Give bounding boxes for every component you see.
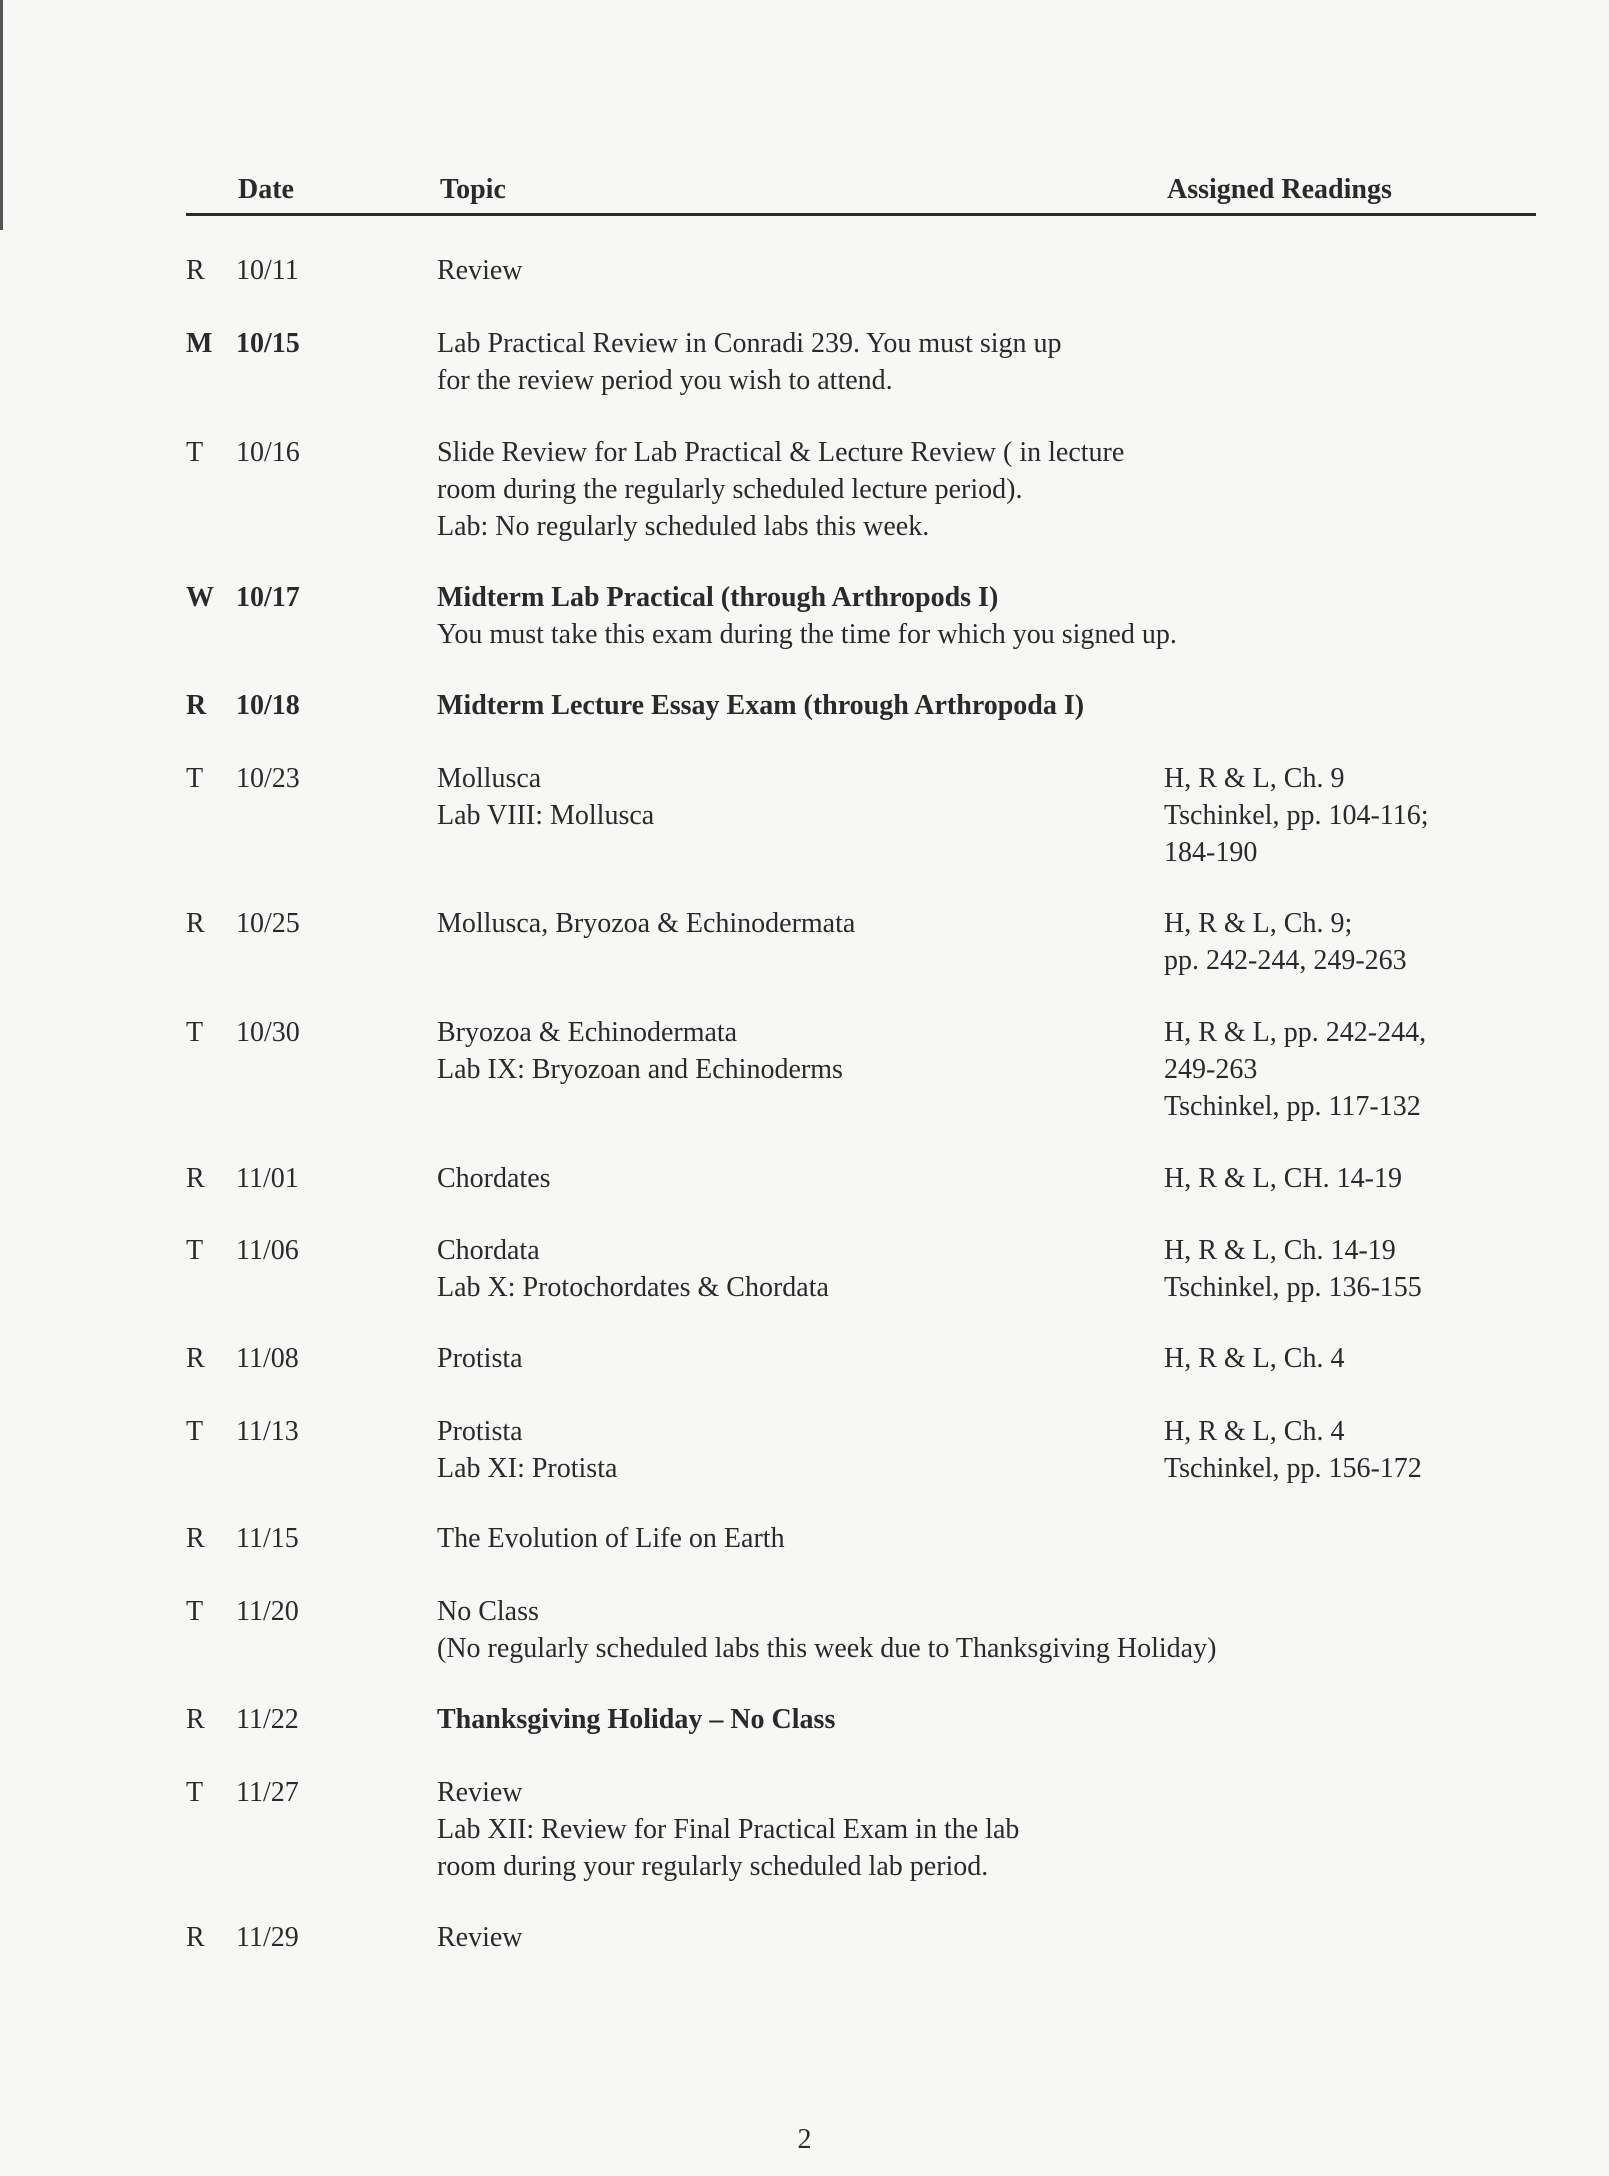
row-date: 11/29: [236, 1922, 299, 1953]
row-date: 11/01: [236, 1163, 299, 1194]
row-topic: [437, 1160, 1257, 1197]
row-date: 10/11: [236, 255, 299, 286]
row-topic: [437, 1232, 1257, 1306]
topic-line: Lab IX: Bryozoan and Echinoderms: [437, 1054, 843, 1085]
reading-line: H, R & L, Ch. 9: [1164, 763, 1345, 794]
topic-line: Lab Practical Review in Conradi 239. You must sign up: [437, 328, 1062, 359]
row-topic: [437, 1340, 1257, 1377]
row-day: R: [186, 1163, 205, 1194]
reading-line: H, R & L, pp. 242-244,: [1164, 1017, 1427, 1048]
reading-line: 184-190: [1164, 837, 1258, 868]
reading-line: Tschinkel, pp. 104-116;: [1164, 800, 1429, 831]
row-topic: [437, 760, 1257, 834]
topic-line: Protista: [437, 1343, 523, 1374]
row-date: 11/15: [236, 1523, 299, 1554]
row-day: T: [186, 1416, 204, 1447]
row-topic: [437, 687, 1257, 724]
page-number: 2: [797, 2124, 812, 2155]
row-readings: [1164, 1160, 1494, 1197]
row-topic: [437, 325, 1257, 399]
reading-line: Tschinkel, pp. 117-132: [1164, 1091, 1421, 1122]
topic-line: Lab VIII: Mollusca: [437, 800, 655, 831]
row-day: W: [186, 582, 214, 613]
row-day: R: [186, 1523, 205, 1554]
topic-line: Review: [437, 1922, 523, 1953]
row-readings: [1164, 1413, 1494, 1487]
topic-line: Mollusca, Bryozoa & Echinodermata: [437, 908, 856, 939]
topic-line: Bryozoa & Echinodermata: [437, 1017, 738, 1048]
reading-line: pp. 242-244, 249-263: [1164, 945, 1407, 976]
reading-line: H, R & L, Ch. 9;: [1164, 908, 1353, 939]
row-topic: [437, 905, 1257, 942]
row-day: R: [186, 255, 205, 286]
row-date: 11/08: [236, 1343, 299, 1374]
row-date: 10/15: [236, 328, 300, 359]
schedule-header: [0, 174, 1609, 218]
row-date: 11/22: [236, 1704, 299, 1735]
topic-line: room during your regularly scheduled lab period.: [437, 1851, 989, 1882]
row-topic: [437, 1701, 1257, 1738]
topic-line: Chordata: [437, 1235, 540, 1266]
topic-line: (No regularly scheduled labs this week due to Thanksgiving Holiday): [437, 1633, 1217, 1664]
row-topic: [437, 252, 1257, 289]
topic-line: room during the regularly scheduled lecture period).: [437, 474, 1023, 505]
row-day: T: [186, 1017, 204, 1048]
reading-line: H, R & L, Ch. 4: [1164, 1343, 1345, 1374]
row-topic: [437, 1014, 1257, 1088]
row-date: 11/20: [236, 1596, 299, 1627]
row-day: R: [186, 1343, 205, 1374]
row-date: 11/27: [236, 1777, 299, 1808]
row-readings: [1164, 1232, 1494, 1306]
topic-line: Lab XI: Protista: [437, 1453, 618, 1484]
topic-line: Lab XII: Review for Final Practical Exam in the lab: [437, 1814, 1020, 1845]
topic-line: No Class: [437, 1596, 539, 1627]
row-readings: [1164, 905, 1494, 979]
topic-line: You must take this exam during the time for which you signed up.: [437, 619, 1177, 650]
topic-line: Slide Review for Lab Practical & Lecture Review ( in lecture: [437, 437, 1125, 468]
topic-line: for the review period you wish to attend.: [437, 365, 893, 396]
row-date: 11/06: [236, 1235, 299, 1266]
row-topic: [437, 434, 1257, 545]
row-day: T: [186, 763, 204, 794]
row-date: 10/23: [236, 763, 300, 794]
row-readings: [1164, 760, 1494, 871]
row-day: T: [186, 1235, 204, 1266]
topic-line: Mollusca: [437, 763, 542, 794]
topic-line: Chordates: [437, 1163, 551, 1194]
row-day: R: [186, 908, 205, 939]
row-topic: [437, 579, 1257, 653]
row-date: 10/30: [236, 1017, 300, 1048]
row-readings: [1164, 1340, 1494, 1377]
row-day: T: [186, 1596, 204, 1627]
row-day: T: [186, 1777, 204, 1808]
reading-line: 249-263: [1164, 1054, 1258, 1085]
reading-line: H, R & L, Ch. 4: [1164, 1416, 1345, 1447]
row-topic: [437, 1413, 1257, 1487]
topic-line: Lab X: Protochordates & Chordata: [437, 1272, 829, 1303]
topic-line: Thanksgiving Holiday – No Class: [437, 1704, 836, 1735]
row-topic: [437, 1520, 1257, 1557]
header-date: Date: [238, 174, 294, 205]
topic-line: Midterm Lab Practical (through Arthropods I): [437, 582, 999, 613]
reading-line: H, R & L, Ch. 14-19: [1164, 1235, 1396, 1266]
row-topic: [437, 1593, 1257, 1667]
topic-line: Lab: No regularly scheduled labs this week.: [437, 511, 930, 542]
row-readings: [1164, 1014, 1494, 1125]
row-date: 10/25: [236, 908, 300, 939]
row-day: M: [186, 328, 213, 359]
reading-line: Tschinkel, pp. 136-155: [1164, 1272, 1422, 1303]
row-day: R: [186, 1922, 205, 1953]
row-date: 11/13: [236, 1416, 299, 1447]
row-day: R: [186, 690, 207, 721]
row-date: 10/16: [236, 437, 300, 468]
header-topic: Topic: [440, 174, 506, 205]
header-rule: [186, 213, 1536, 216]
topic-line: The Evolution of Life on Earth: [437, 1523, 785, 1554]
row-day: T: [186, 437, 204, 468]
row-topic: [437, 1919, 1257, 1956]
topic-line: Midterm Lecture Essay Exam (through Arthropoda I): [437, 690, 1085, 721]
topic-line: Review: [437, 255, 523, 286]
reading-line: H, R & L, CH. 14-19: [1164, 1163, 1402, 1194]
row-topic: [437, 1774, 1257, 1885]
topic-line: Review: [437, 1777, 523, 1808]
row-date: 10/18: [236, 690, 300, 721]
header-assigned-readings: Assigned Readings: [1167, 174, 1392, 205]
row-date: 10/17: [236, 582, 300, 613]
topic-line: Protista: [437, 1416, 523, 1447]
row-day: R: [186, 1704, 205, 1735]
reading-line: Tschinkel, pp. 156-172: [1164, 1453, 1422, 1484]
